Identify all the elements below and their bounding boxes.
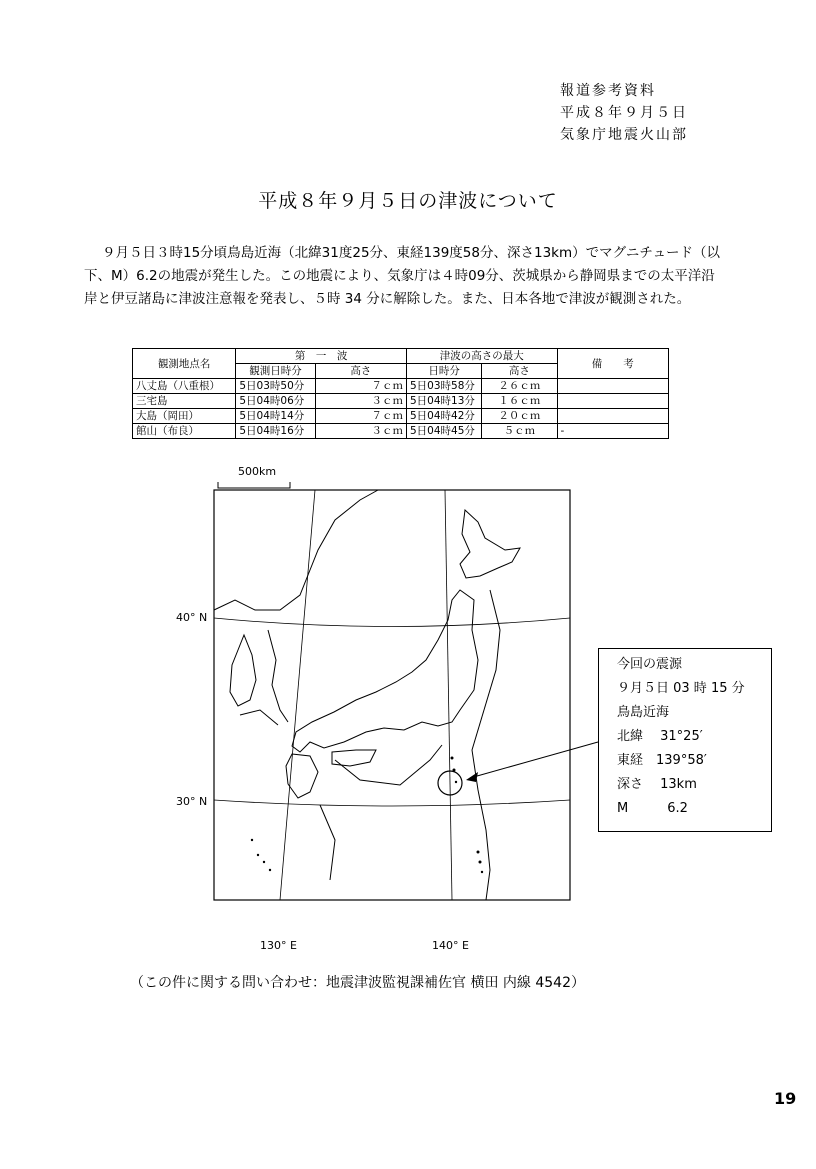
lon-label-130e: 130° E <box>260 939 297 952</box>
header-max-height: 津波の高さの最大 <box>406 349 557 364</box>
epicenter-region: 鳥島近海 <box>617 705 670 720</box>
meridian-130e <box>280 490 315 900</box>
row-first-height: ３ｃｍ <box>315 394 406 409</box>
coastline <box>214 490 520 900</box>
row-remarks <box>557 409 668 424</box>
row-max-time: 5日04時13分 <box>406 394 481 409</box>
row-station: 大島（岡田） <box>133 409 236 424</box>
islands <box>251 757 483 874</box>
body-paragraph: ９月５日３時15分頃鳥島近海（北緯31度25分、東経139度58分、深さ13km）でマグニチュード（以下、M）6.2の地震が発生した。この地震により、気象庁は４時09分、茨城県から静岡県までの太平洋沿岸と伊豆諸島に津波注意報を発表し、５時 34 分に解除した。また、日本各地で津波が観測された。 <box>84 245 720 307</box>
table-row <box>133 394 669 409</box>
epicenter-info-box <box>598 648 772 832</box>
epicenter-heading: 今回の震源 <box>617 657 683 672</box>
row-remarks <box>557 379 668 394</box>
header-height: 高さ <box>315 364 406 379</box>
epicenter-magnitude: M 6.2 <box>617 801 688 816</box>
row-max-time: 5日04時45分 <box>406 424 481 439</box>
row-first-time: 5日04時16分 <box>236 424 315 439</box>
header-date: 平成８年９月５日 <box>560 105 688 121</box>
meridian-140e <box>445 490 452 900</box>
map-frame <box>214 490 570 900</box>
scale-label: 500km <box>238 465 277 478</box>
page-number: 19 <box>774 1089 797 1108</box>
epicenter-depth: 深さ 13km <box>617 777 697 792</box>
table-header-row <box>133 349 669 364</box>
header-label: 報道参考資料 <box>560 83 656 99</box>
row-first-height: ３ｃｍ <box>315 424 406 439</box>
header-remarks: 備 考 <box>557 349 668 379</box>
tsunami-observation-table <box>132 348 669 439</box>
arrow-head <box>466 772 478 782</box>
row-max-height: ２０ｃｍ <box>482 409 557 424</box>
epicenter-arrow <box>470 742 598 778</box>
page-title: 平成８年９月５日の津波について <box>258 190 558 212</box>
row-max-height: ２６ｃｍ <box>482 379 557 394</box>
parallel-30n <box>214 800 570 806</box>
row-remarks <box>557 394 668 409</box>
row-max-height: ５ｃｍ <box>482 424 557 439</box>
row-station: 館山（布良） <box>133 424 236 439</box>
header-datetime: 日時分 <box>406 364 481 379</box>
row-first-height: ７ｃｍ <box>315 379 406 394</box>
row-remarks: - <box>557 424 668 439</box>
header-org: 気象庁地震火山部 <box>560 127 688 143</box>
parallel-40n <box>214 618 570 627</box>
row-first-time: 5日04時14分 <box>236 409 315 424</box>
header-station: 観測地点名 <box>133 349 236 379</box>
header-first-wave: 第 一 波 <box>236 349 407 364</box>
row-max-height: １６ｃｍ <box>482 394 557 409</box>
lat-label-30n: 30° N <box>176 795 208 808</box>
epicenter-map <box>160 460 600 960</box>
table-row <box>133 409 669 424</box>
lat-label-40n: 40° N <box>176 611 208 624</box>
epicenter-lat: 北緯 31°25′ <box>617 729 703 744</box>
scale-bar <box>218 482 290 488</box>
row-max-time: 5日03時58分 <box>406 379 481 394</box>
table-row <box>133 379 669 394</box>
header-height2: 高さ <box>482 364 557 379</box>
row-first-time: 5日03時50分 <box>236 379 315 394</box>
table-row <box>133 424 669 439</box>
lon-label-140e: 140° E <box>432 939 469 952</box>
row-max-time: 5日04時42分 <box>406 409 481 424</box>
epicenter-time: ９月５日 03 時 15 分 <box>617 681 745 696</box>
header-obs-time: 観測日時分 <box>236 364 315 379</box>
row-first-height: ７ｃｍ <box>315 409 406 424</box>
row-station: 三宅島 <box>133 394 236 409</box>
row-station: 八丈島（八重根） <box>133 379 236 394</box>
contact-note: （この件に関する問い合わせ：地震津波監視課補佐官 横田 内線 4542） <box>130 975 585 991</box>
row-first-time: 5日04時06分 <box>236 394 315 409</box>
epicenter-lon: 東経 139°58′ <box>617 753 707 768</box>
